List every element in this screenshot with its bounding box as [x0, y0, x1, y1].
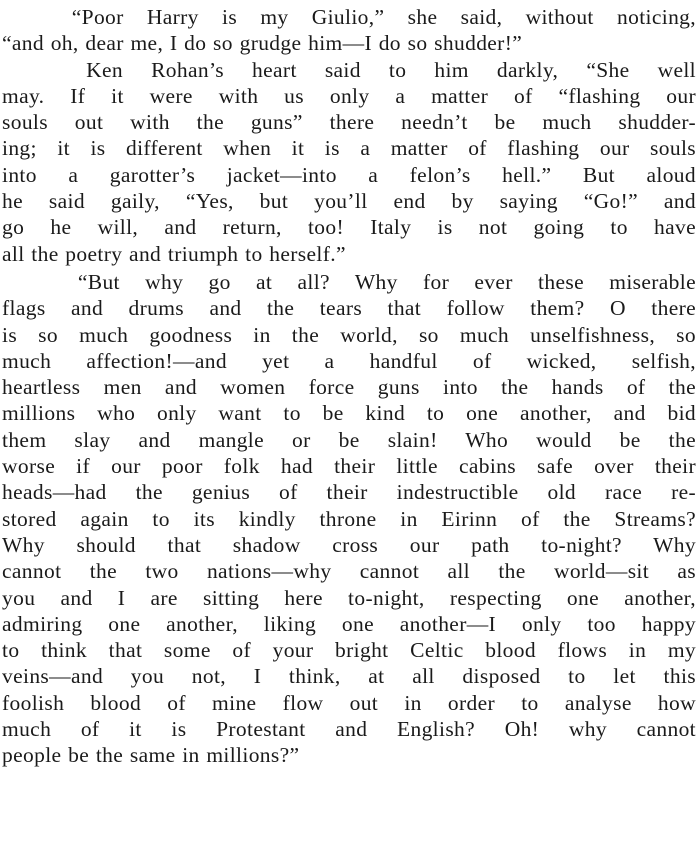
text-line: all the poetry and triumph to herself.” — [2, 241, 346, 266]
text-line: much of it is Protestant and English? Oh! why cannot — [2, 717, 696, 742]
text-line: heads—had the genius of their indestructible old race re- — [2, 480, 696, 505]
text-line: them slay and mangle or be slain! Who would be the — [2, 427, 696, 452]
text-line: “Poor Harry is my Giulio,” she said, without noticing, — [2, 5, 696, 29]
text-line: “But why go at all? Why for ever these miserable — [2, 269, 696, 294]
text-line: stored again to its kindly throne in Eirinn of the Streams? — [2, 506, 696, 531]
paragraph-1 — [2, 4, 696, 57]
paragraph-3 — [2, 269, 696, 769]
text-line: heartless men and women force guns into the hands of the — [2, 375, 696, 400]
text-line: worse if our poor folk had their little cabins safe over their — [2, 454, 696, 479]
page-text — [2, 4, 696, 769]
text-line: to think that some of your bright Celtic blood flows in my — [2, 638, 696, 663]
text-line: Why should that shadow cross our path to-night? Why — [2, 532, 696, 557]
text-line: people be the same in millions?” — [2, 743, 300, 768]
text-line: you and I are sitting here to-night, respecting one another, — [2, 585, 696, 610]
text-line: much affection!—and yet a handful of wicked, selfish, — [2, 348, 696, 373]
text-line: he said gaily, “Yes, but you’ll end by saying “Go!” and — [2, 189, 696, 214]
text-line: admiring one another, liking one another—I only too happy — [2, 611, 696, 636]
paragraph-2 — [2, 57, 696, 267]
text-line: go he will, and return, too! Italy is not going to have — [2, 215, 696, 240]
text-line: ing; it is different when it is a matter of flashing our souls — [2, 136, 696, 161]
text-line: veins—and you not, I think, at all disposed to let this — [2, 664, 696, 689]
text-line: cannot the two nations—why cannot all the world—sit as — [2, 559, 696, 584]
text-line: millions who only want to be kind to one another, and bid — [2, 401, 696, 426]
text-line: “and oh, dear me, I do so grudge him—I do so shudder!” — [2, 31, 523, 56]
text-line: foolish blood of mine flow out in order to analyse how — [2, 690, 696, 715]
text-line: souls out with the guns” there needn’t be much shudder- — [2, 110, 696, 135]
text-line: flags and drums and the tears that follow them? O there — [2, 296, 696, 321]
text-line: is so much goodness in the world, so much unselfishness, so — [2, 322, 696, 347]
text-line: may. If it were with us only a matter of “flashing our — [2, 83, 696, 108]
text-line: into a garotter’s jacket—into a felon’s hell.” But aloud — [2, 162, 696, 187]
text-line: Ken Rohan’s heart said to him darkly, “She well — [2, 57, 696, 82]
